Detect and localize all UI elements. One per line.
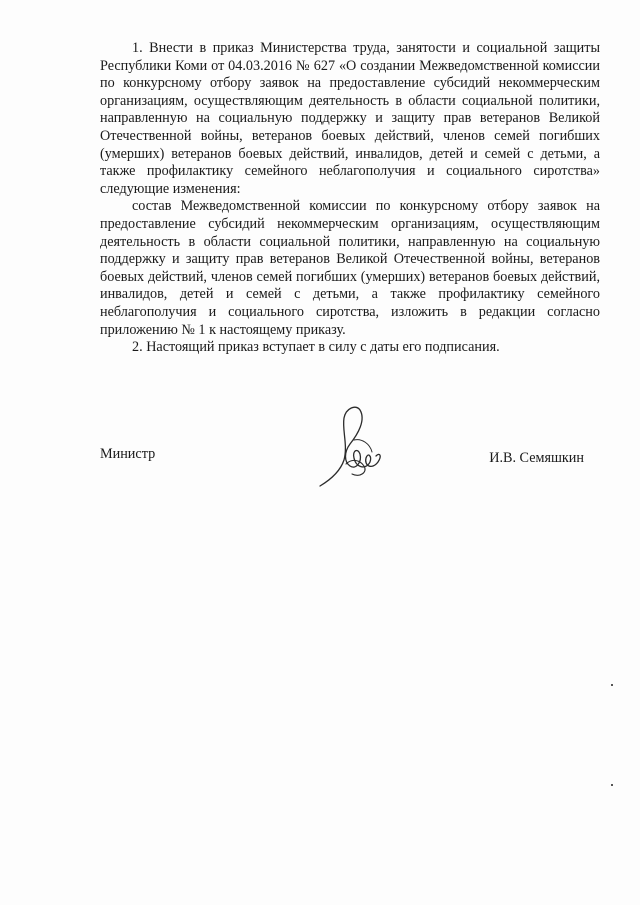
handwritten-signature bbox=[300, 400, 400, 490]
signatory-title: Министр bbox=[100, 446, 156, 462]
paragraph-amendment: 1. Внести в приказ Министерства труда, занятости и социальной защиты Республики Коми от 04.03.2016 № 627 «О создании Межведомственной комиссии по конкурсному отбору заявок на предоставление субсидий некоммерческим организациям, осуществляющим деятельность в области социальной политики, направленную на социальную поддержку и защиту прав ветеранов Великой Отечественной войны, ветеранов боевых действий, членов семей погибших (умерших) ветеранов боевых действий, инвалидов, детей и семей с детьми, а также профилактику семейного неблагополучия и социального сиротства» следующие изменения: bbox=[100, 40, 600, 197]
scan-speck bbox=[611, 684, 613, 686]
signature-block bbox=[100, 400, 600, 500]
scan-speck bbox=[611, 784, 613, 786]
document-body bbox=[100, 40, 600, 357]
signatory-name: И.В. Семяшкин bbox=[489, 450, 584, 466]
paragraph-effective-date: 2. Настоящий приказ вступает в силу с даты его подписания. bbox=[132, 339, 500, 356]
paragraph-commission-composition: состав Межведомственной комиссии по конкурсному отбору заявок на предоставление субсидий некоммерческим организациям, осуществляющим деятельность в области социальной политики, направленную на социальную поддержку и защиту прав ветеранов Великой Отечественной войны, ветеранов боевых действий, членов семей погибших (умерших) ветеранов боевых действий, инвалидов, детей и семей с детьми, а также профилактику семейного неблагополучия и социального сиротства, изложить в редакции согласно приложению № 1 к настоящему приказу. bbox=[100, 198, 600, 338]
